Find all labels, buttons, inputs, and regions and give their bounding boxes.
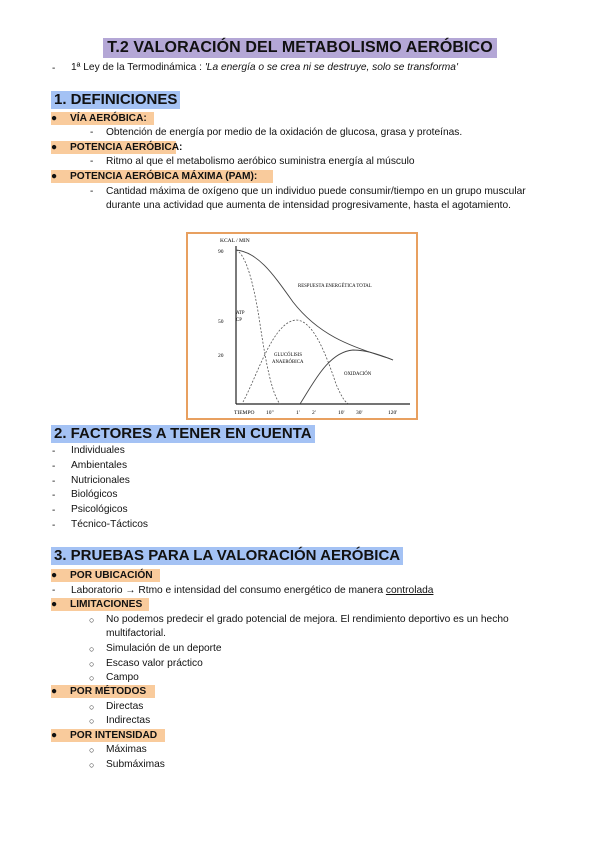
list-dash: - xyxy=(52,505,56,516)
metodo-item: Directas xyxy=(106,701,144,712)
term-label: POTENCIA AERÓBICA MÁXIMA (PAM): xyxy=(70,171,258,182)
bullet: ● xyxy=(51,113,58,124)
list-dash: - xyxy=(52,490,56,501)
def-dash: - xyxy=(90,186,94,197)
label-total: RESPUESTA ENERGÉTICA TOTAL xyxy=(298,284,372,289)
circle-bullet: ○ xyxy=(89,745,95,755)
title-block xyxy=(0,38,600,58)
bullet: ● xyxy=(51,142,58,153)
def-dash: - xyxy=(90,127,94,138)
bullet: ● xyxy=(51,171,58,182)
bullet: ● xyxy=(51,686,58,697)
factor-item: Individuales xyxy=(71,445,125,456)
factor-item: Ambientales xyxy=(71,460,128,471)
energy-response-figure xyxy=(186,232,418,420)
term-via-aerobica xyxy=(51,112,154,125)
circle-bullet: ○ xyxy=(89,644,95,654)
label-cp: CP xyxy=(236,318,242,323)
bullet: ● xyxy=(51,599,58,610)
law-label: 1ª Ley de la Termodinámica : xyxy=(71,62,202,73)
intensidad-item: Submáximas xyxy=(106,759,165,770)
law-line xyxy=(71,61,458,74)
energy-chart xyxy=(188,234,416,418)
limitacion-line1: No podemos predecir el grado potencial de mejora. El rendimiento deportivo es un hecho xyxy=(106,614,509,625)
limitacion-item: Campo xyxy=(106,672,139,683)
list-dash: - xyxy=(52,585,56,596)
x-tick-120m: 120' xyxy=(388,410,398,416)
x-tick-1m: 1' xyxy=(296,410,300,416)
y-tick-20: 20 xyxy=(218,353,224,359)
x-tick-30m: 30' xyxy=(356,410,363,416)
page-title: T.2 VALORACIÓN DEL METABOLISMO AERÓBICO xyxy=(103,38,497,58)
term-label: VÍA AERÓBICA: xyxy=(70,113,147,124)
label-limitaciones xyxy=(51,598,149,611)
def-pam-line1: Cantidad máxima de oxígeno que un individuo puede consumir/tiempo en un grupo muscular xyxy=(106,186,526,197)
circle-bullet: ○ xyxy=(89,760,95,770)
metodo-item: Indirectas xyxy=(106,715,151,726)
list-dash: - xyxy=(52,520,56,531)
label-glucolisis: GLUCÓLISIS xyxy=(274,353,302,358)
law-quote: 'La energía o se crea ni se destruye, solo se transforma' xyxy=(204,62,458,73)
list-dash: - xyxy=(52,476,56,487)
factor-item: Biológicos xyxy=(71,489,118,500)
series-oxidacion xyxy=(300,350,393,404)
list-dash: - xyxy=(52,446,56,457)
label-text: POR MÉTODOS xyxy=(70,686,147,697)
def-dash: - xyxy=(90,156,94,167)
def-potencia-aerobica: Ritmo al que el metabolismo aeróbico suministra energía al músculo xyxy=(106,156,415,167)
bullet: ● xyxy=(51,730,58,741)
label-por-intensidad xyxy=(51,729,165,742)
label-oxidacion: OXIDACIÓN xyxy=(344,372,372,377)
x-tick-10m: 10' xyxy=(338,410,345,416)
bullet: ● xyxy=(51,570,58,581)
term-label: POTENCIA AERÓBICA: xyxy=(70,142,183,153)
label-text: POR INTENSIDAD xyxy=(70,730,158,741)
ubicacion-line xyxy=(71,584,433,597)
series-total xyxy=(236,250,393,360)
section-pruebas-heading: 3. PRUEBAS PARA LA VALORACIÓN AERÓBICA xyxy=(51,547,403,565)
label-por-metodos xyxy=(51,685,155,698)
label-anaerobica: ANAERÓBICA xyxy=(272,360,304,365)
list-dash: - xyxy=(52,461,56,472)
intensidad-item: Máximas xyxy=(106,744,147,755)
section-factores-heading: 2. FACTORES A TENER EN CUENTA xyxy=(51,425,315,443)
y-tick-90: 90 xyxy=(218,249,224,255)
circle-bullet: ○ xyxy=(89,702,95,712)
term-pam xyxy=(51,170,273,183)
factor-item: Psicológicos xyxy=(71,504,128,515)
term-potencia-aerobica xyxy=(51,141,183,154)
x-axis-label: TIEMPO xyxy=(234,410,255,416)
ubicacion-text: Laboratorio → Rtmo e intensidad del consumo energético de manera xyxy=(71,585,386,596)
factor-item: Nutricionales xyxy=(71,475,130,486)
x-tick-10s: 10" xyxy=(266,410,274,416)
section-definiciones-heading: 1. DEFINICIONES xyxy=(51,91,180,109)
def-pam-line2: durante una actividad que aumenta de intensidad progresivamente, hasta el agotamiento. xyxy=(106,200,511,211)
circle-bullet: ○ xyxy=(89,659,95,669)
circle-bullet: ○ xyxy=(89,673,95,683)
def-via-aerobica: Obtención de energía por medio de la oxidación de glucosa, grasa y proteínas. xyxy=(106,127,463,138)
label-por-ubicacion xyxy=(51,569,160,582)
circle-bullet: ○ xyxy=(89,716,95,726)
factor-item: Técnico-Tácticos xyxy=(71,519,148,530)
circle-bullet: ○ xyxy=(89,615,95,625)
y-axis-label: KCAL / MIN xyxy=(220,238,250,244)
limitacion-line2: multifactorial. xyxy=(106,628,167,639)
label-text: POR UBICACIÓN xyxy=(70,570,153,581)
y-tick-50: 50 xyxy=(218,319,224,325)
law-dash: - xyxy=(52,63,56,74)
ubicacion-underlined: controlada xyxy=(385,585,434,596)
label-text: LIMITACIONES xyxy=(70,599,143,610)
series-atp-cp xyxy=(236,250,280,404)
x-tick-2m: 2' xyxy=(312,410,316,416)
label-atp: ATP xyxy=(236,311,245,316)
limitacion-item: Simulación de un deporte xyxy=(106,643,222,654)
limitacion-item: Escaso valor práctico xyxy=(106,658,203,669)
